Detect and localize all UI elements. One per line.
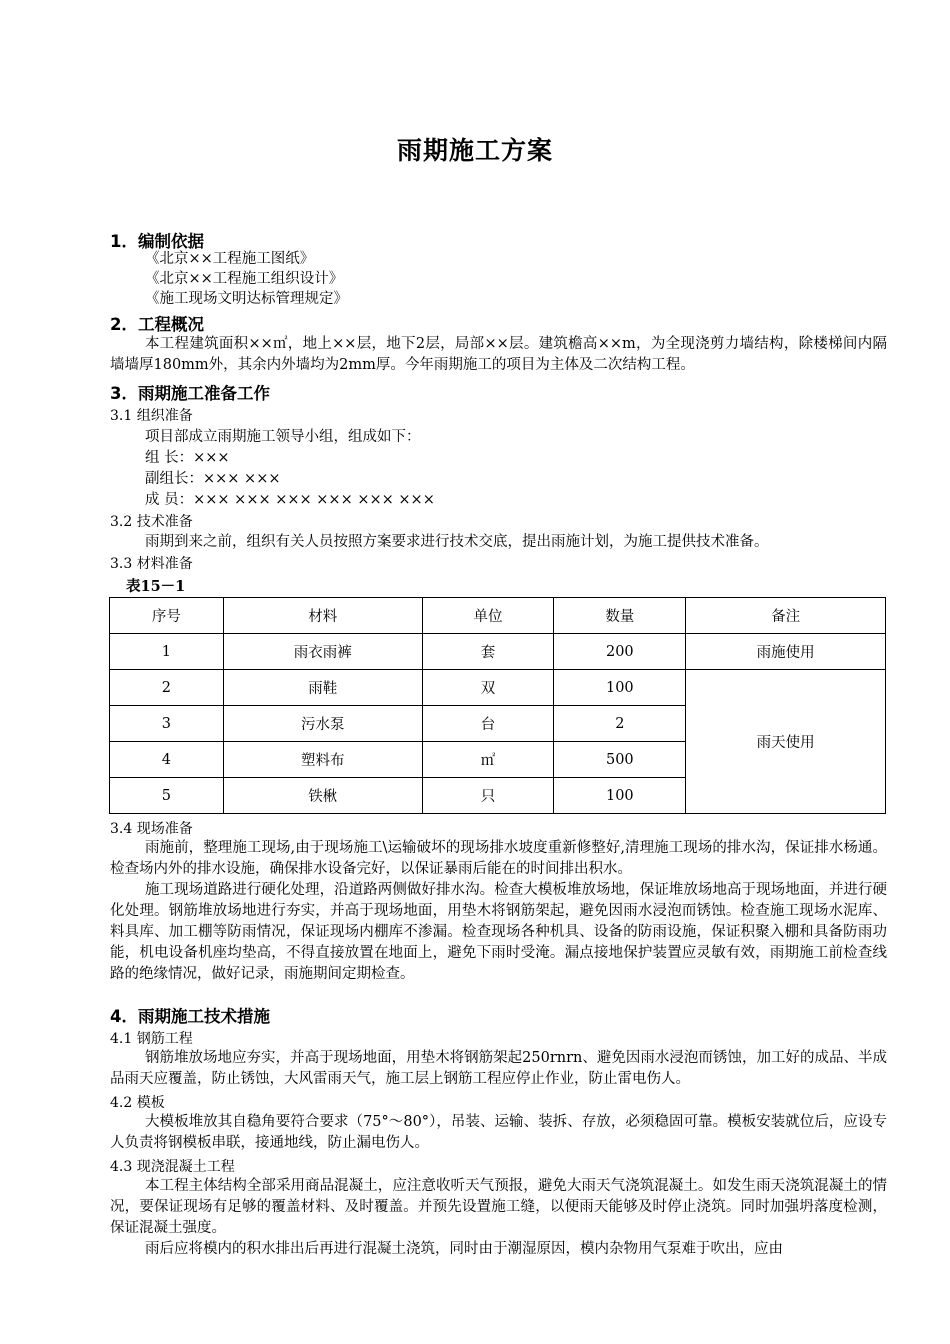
header-cell: 备注 — [686, 598, 886, 634]
table-row — [110, 634, 886, 670]
materials-table — [109, 597, 886, 814]
cell-qty: 200 — [554, 634, 686, 670]
formwork-paragraph: 大模板堆放其自稳角要符合要求（75°～80°），吊装、运输、装拆、存放，必须稳固可靠。模板安装就位后，应设专人负责将钢模板串联，接通地线，防止漏电伤人。 — [110, 1114, 887, 1151]
subsection-3-3-heading: 3.3 材料准备 — [110, 556, 193, 572]
section-1-heading: 1．编制依据 — [110, 232, 204, 251]
site-paragraph-2: 施工现场道路进行硬化处理，沿道路两侧做好排水沟。检查大模板堆放场地，保证堆放场地高于现场地面，并进行硬化处理。钢筋堆放场地进行夯实，并高于现场地面，用垫木将钢筋架起，避免因雨水浸泡而锈蚀。检查施工现场水泥库、料具库、加工棚等防雨情况，保证现场内棚库不渗漏。检查现场各种机具、设备的防雨设施，保证积聚入棚和具备防雨功能，机电设备机座均垫高，不得直接放置在地面上，避免下雨时受淹。漏点接地保护装置应灵敏有效，雨期施工前检查线路的绝缘情况，做好记录，雨施期间定期检查。 — [110, 882, 887, 982]
cell-no: 5 — [110, 778, 224, 814]
cell-unit: 台 — [422, 706, 554, 742]
section-4-heading: 4．雨期施工技术措施 — [110, 1007, 270, 1026]
cell-unit: 套 — [422, 634, 554, 670]
header-cell: 单位 — [422, 598, 554, 634]
cell-remark-merged: 雨天使用 — [686, 670, 886, 814]
header-cell: 材料 — [223, 598, 422, 634]
cell-no: 4 — [110, 742, 224, 778]
header-cell: 序号 — [110, 598, 224, 634]
org-deputy: 副组长：××× ××× — [145, 471, 281, 487]
table-header-row — [110, 598, 886, 634]
reference-item: 《北京××工程施工组织设计》 — [145, 271, 344, 287]
cell-unit: ㎡ — [422, 742, 554, 778]
cell-qty: 2 — [554, 706, 686, 742]
subsection-4-2-heading: 4.2 模板 — [110, 1095, 165, 1111]
reference-item: 《北京××工程施工图纸》 — [145, 251, 315, 267]
cell-unit: 双 — [422, 670, 554, 706]
org-leader: 组 长：××× — [145, 450, 230, 466]
cell-qty: 500 — [554, 742, 686, 778]
org-members: 成 员：××× ××× ××× ××× ××× ××× — [145, 492, 435, 508]
cell-no: 3 — [110, 706, 224, 742]
cell-unit: 只 — [422, 778, 554, 814]
concrete-paragraph-1: 本工程主体结构全部采用商品混凝土，应注意收听天气预报，避免大雨天气浇筑混凝土。如发生雨天浇筑混凝土的情况，要保证现场有足够的覆盖材料、及时覆盖。并预先设置施工缝，以便雨天能够及时停止浇筑。同时加强坍落度检测，保证混凝土强度。 — [110, 1178, 887, 1236]
cell-no: 1 — [110, 634, 224, 670]
section-2-heading: 2．工程概况 — [110, 315, 204, 334]
subsection-3-1-heading: 3.1 组织准备 — [110, 408, 193, 424]
concrete-paragraph-2: 雨后应将模内的积水排出后再进行混凝土浇筑，同时由于潮湿原因，模内杂物用气泵难于吹出，应由 — [145, 1241, 783, 1257]
subsection-3-2-heading: 3.2 技术准备 — [110, 514, 193, 530]
cell-no: 2 — [110, 670, 224, 706]
subsection-3-4-heading: 3.4 现场准备 — [110, 821, 193, 837]
cell-material: 污水泵 — [223, 706, 422, 742]
subsection-4-1-heading: 4.1 钢筋工程 — [110, 1031, 193, 1047]
reference-item: 《施工现场文明达标管理规定》 — [145, 291, 348, 307]
tech-paragraph: 雨期到来之前，组织有关人员按照方案要求进行技术交底，提出雨施计划，为施工提供技术准备。 — [145, 534, 769, 550]
cell-material: 铁楸 — [223, 778, 422, 814]
cell-qty: 100 — [554, 670, 686, 706]
cell-material: 塑料布 — [223, 742, 422, 778]
site-paragraph-1: 雨施前，整理施工现场,由于现场施工\运输破坏的现场排水坡度重新修整好,清理施工现场的排水沟，保证排水杨通。检查场内外的排水设施，确保排水设备完好，以保证暴雨后能在的时间排出积水。 — [110, 840, 887, 877]
table-label: 表15－1 — [126, 578, 186, 595]
table-row — [110, 670, 886, 706]
cell-material: 雨衣雨裤 — [223, 634, 422, 670]
overview-paragraph: 本工程建筑面积××㎡，地上××层，地下2层，局部××层。建筑檐高××m，为全现浇剪力墙结构，除楼梯间内隔墙墙厚180mm外，其余内外墙均为2mm厚。今年雨期施工的项目为主体及二次结构工程。 — [110, 336, 887, 373]
subsection-4-3-heading: 4.3 现浇混凝土工程 — [110, 1159, 235, 1175]
org-intro: 项目部成立雨期施工领导小组，组成如下： — [145, 429, 421, 445]
header-cell: 数量 — [554, 598, 686, 634]
cell-qty: 100 — [554, 778, 686, 814]
cell-material: 雨鞋 — [223, 670, 422, 706]
section-3-heading: 3．雨期施工准备工作 — [110, 384, 270, 403]
document-title: 雨期施工方案 — [396, 136, 553, 165]
rebar-paragraph: 钢筋堆放场地应夯实，并高于现场地面，用垫木将钢筋架起250rnrn、避免因雨水浸泡而锈蚀，加工好的成品、半成品雨天应覆盖，防止锈蚀，大风雷雨天气，施工层上钢筋工程应停止作业，防止雷电伤人。 — [110, 1050, 887, 1087]
cell-remark: 雨施使用 — [686, 634, 886, 670]
